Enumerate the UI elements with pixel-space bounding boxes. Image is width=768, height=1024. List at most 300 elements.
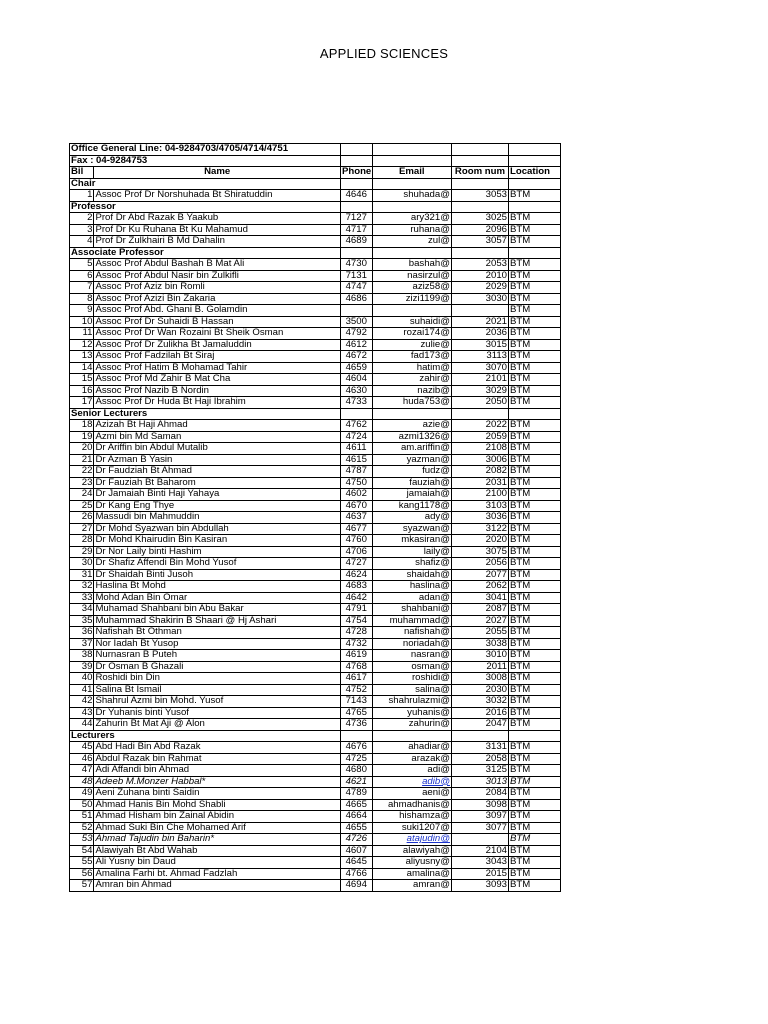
row-number: 36 xyxy=(70,627,94,639)
email-address: suki1207@ xyxy=(372,822,451,834)
phone-extension: 4736 xyxy=(340,719,372,731)
header-phone: Phone xyxy=(341,166,372,178)
phone-extension: 4617 xyxy=(340,673,372,685)
table-row xyxy=(70,673,561,685)
staff-name: Dr Mohd Khairudin Bin Kasiran xyxy=(94,535,341,547)
room-number: 2053 xyxy=(451,259,508,271)
room-number: 3013 xyxy=(451,776,508,788)
table-row xyxy=(70,845,561,857)
email-address: zahurin@ xyxy=(372,719,451,731)
row-number: 26 xyxy=(70,512,94,524)
room-number: 3103 xyxy=(451,500,508,512)
room-number: 2104 xyxy=(451,845,508,857)
row-number: 48 xyxy=(70,776,94,788)
room-number: 3077 xyxy=(451,822,508,834)
email-address: zizi1199@ xyxy=(372,293,451,305)
location: BTM xyxy=(509,627,561,639)
section-title: Senior Lecturers xyxy=(70,408,341,420)
location: BTM xyxy=(509,615,561,627)
email-address: haslina@ xyxy=(372,581,451,593)
location: BTM xyxy=(509,822,561,834)
staff-name: Dr Kang Eng Thye xyxy=(94,500,341,512)
email-address: ary321@ xyxy=(372,213,451,225)
email-address: amran@ xyxy=(372,880,451,892)
email-address: fudz@ xyxy=(372,466,451,478)
phone-extension: 4604 xyxy=(340,374,372,386)
table-row xyxy=(70,546,561,558)
email-address: osman@ xyxy=(372,661,451,673)
staff-name: Azmi bin Md Saman xyxy=(94,431,341,443)
table-row xyxy=(70,684,561,696)
phone-extension: 7127 xyxy=(340,213,372,225)
phone-extension: 4624 xyxy=(340,569,372,581)
table-row xyxy=(70,834,561,846)
room-number: 3097 xyxy=(451,811,508,823)
staff-name: Salina Bt Ismail xyxy=(94,684,341,696)
room-number xyxy=(451,305,508,317)
staff-name: Dr Nor Laily binti Hashim xyxy=(94,546,341,558)
staff-name: Assoc Prof Abdul Bashah B Mat Ali xyxy=(94,259,341,271)
staff-name: Dr Shaidah Binti Jusoh xyxy=(94,569,341,581)
table-row xyxy=(70,569,561,581)
email-address: zahir@ xyxy=(372,374,451,386)
room-number: 2059 xyxy=(451,431,508,443)
email-address: shaidah@ xyxy=(372,569,451,581)
row-number: 47 xyxy=(70,765,94,777)
room-number: 2027 xyxy=(451,615,508,627)
room-number: 2101 xyxy=(451,374,508,386)
table-row xyxy=(70,362,561,374)
phone-extension: 4637 xyxy=(340,512,372,524)
room-number: 3038 xyxy=(451,638,508,650)
section-title: Professor xyxy=(70,201,341,213)
location: BTM xyxy=(509,397,561,409)
email-address: yuhanis@ xyxy=(372,707,451,719)
room-number: 3025 xyxy=(451,213,508,225)
row-number: 19 xyxy=(70,431,94,443)
table-row xyxy=(70,615,561,627)
table-row xyxy=(70,822,561,834)
room-number: 2096 xyxy=(451,224,508,236)
email-address: jamaiah@ xyxy=(372,489,451,501)
row-number: 12 xyxy=(70,339,94,351)
table-row xyxy=(70,638,561,650)
location: BTM xyxy=(509,282,561,294)
location: BTM xyxy=(509,535,561,547)
location: BTM xyxy=(509,316,561,328)
fax-row xyxy=(70,155,561,167)
email-address: adan@ xyxy=(372,592,451,604)
row-number: 1 xyxy=(70,190,94,202)
phone-extension: 4765 xyxy=(340,707,372,719)
row-number: 11 xyxy=(70,328,94,340)
staff-name: Assoc Prof Aziz bin Romli xyxy=(94,282,341,294)
email-link[interactable]: adib@ xyxy=(422,776,450,787)
room-number: 2047 xyxy=(451,719,508,731)
staff-name: Ali Yusny bin Daud xyxy=(94,857,341,869)
email-address: yazman@ xyxy=(372,454,451,466)
staff-name: Ahmad Hanis Bin Mohd Shabli xyxy=(94,799,341,811)
email-address: nasran@ xyxy=(372,650,451,662)
phone-extension: 4665 xyxy=(340,799,372,811)
table-row xyxy=(70,719,561,731)
table-row xyxy=(70,811,561,823)
location: BTM xyxy=(509,742,561,754)
table-row xyxy=(70,224,561,236)
location: BTM xyxy=(509,834,561,846)
row-number: 33 xyxy=(70,592,94,604)
row-number: 50 xyxy=(70,799,94,811)
section-title: Associate Professor xyxy=(70,247,341,259)
table-row xyxy=(70,650,561,662)
location: BTM xyxy=(509,224,561,236)
header-room: Room num xyxy=(451,167,508,179)
room-number xyxy=(451,834,508,846)
phone-extension: 4689 xyxy=(340,236,372,248)
room-number: 3029 xyxy=(451,385,508,397)
table-row xyxy=(70,523,561,535)
email-address: alawiyah@ xyxy=(372,845,451,857)
table-row xyxy=(70,696,561,708)
row-number: 7 xyxy=(70,282,94,294)
room-number: 3043 xyxy=(451,857,508,869)
room-number: 2058 xyxy=(451,753,508,765)
staff-name: Azizah Bt Haji Ahmad xyxy=(94,420,341,432)
room-number: 3057 xyxy=(451,236,508,248)
location: BTM xyxy=(509,696,561,708)
email-address: zulie@ xyxy=(372,339,451,351)
row-number: 45 xyxy=(70,742,94,754)
staff-name: Adeeb M.Monzer Habbal* xyxy=(94,776,341,788)
table-row xyxy=(70,431,561,443)
staff-name: Assoc Prof Abd. Ghani B. Golamdin xyxy=(94,305,341,317)
email-address: muhammad@ xyxy=(372,615,451,627)
room-number: 3075 xyxy=(451,546,508,558)
header-name: Name xyxy=(94,167,341,179)
email-address: syazwan@ xyxy=(372,523,451,535)
row-number: 32 xyxy=(70,581,94,593)
location: BTM xyxy=(509,512,561,524)
row-number: 25 xyxy=(70,500,94,512)
location: BTM xyxy=(509,190,561,202)
room-number: 2015 xyxy=(451,868,508,880)
staff-name: Nafishah Bt Othman xyxy=(94,627,341,639)
row-number: 24 xyxy=(70,489,94,501)
email-address: salina@ xyxy=(372,684,451,696)
phone-extension: 4725 xyxy=(340,753,372,765)
section-header-row xyxy=(70,408,561,420)
table-row xyxy=(70,753,561,765)
room-number: 2030 xyxy=(451,684,508,696)
staff-name: Muhamad Shahbani bin Abu Bakar xyxy=(94,604,341,616)
table-row xyxy=(70,466,561,478)
table-row xyxy=(70,776,561,788)
room-number: 2029 xyxy=(451,282,508,294)
room-number: 2036 xyxy=(451,328,508,340)
row-number: 13 xyxy=(70,351,94,363)
staff-name: Nurnasran B Puteh xyxy=(94,650,341,662)
location: BTM xyxy=(509,374,561,386)
email-address: ahadiar@ xyxy=(372,742,451,754)
row-number: 34 xyxy=(70,604,94,616)
staff-name: Dr Yuhanis binti Yusof xyxy=(94,707,341,719)
row-number: 40 xyxy=(70,673,94,685)
phone-extension: 4706 xyxy=(340,546,372,558)
table-row xyxy=(70,259,561,271)
row-number: 52 xyxy=(70,822,94,834)
phone-extension: 4760 xyxy=(340,535,372,547)
location: BTM xyxy=(509,500,561,512)
email-address: hatim@ xyxy=(372,362,451,374)
staff-name: Abd Hadi Bin Abd Razak xyxy=(94,742,341,754)
phone-extension: 4646 xyxy=(340,190,372,202)
room-number: 2011 xyxy=(451,661,508,673)
email-address: aliyusny@ xyxy=(372,857,451,869)
room-number: 3113 xyxy=(451,351,508,363)
table-row xyxy=(70,339,561,351)
location: BTM xyxy=(509,719,561,731)
row-number: 57 xyxy=(70,880,94,892)
phone-extension: 4677 xyxy=(340,523,372,535)
email-address: bashah@ xyxy=(372,259,451,271)
email-address: mkasiran@ xyxy=(372,535,451,547)
email-address: roshidi@ xyxy=(372,673,451,685)
section-header-row xyxy=(70,178,561,190)
staff-name: Mohd Adan Bin Omar xyxy=(94,592,341,604)
location: BTM xyxy=(509,293,561,305)
email-address: aziz58@ xyxy=(372,282,451,294)
room-number: 2084 xyxy=(451,788,508,800)
office-line-row xyxy=(70,144,561,156)
room-number: 2055 xyxy=(451,627,508,639)
section-title: Lecturers xyxy=(70,730,341,742)
room-number: 2010 xyxy=(451,270,508,282)
phone-extension: 4664 xyxy=(340,811,372,823)
row-number: 15 xyxy=(70,374,94,386)
staff-name: Ahmad Hisham bin Zainal Abidin xyxy=(94,811,341,823)
table-row xyxy=(70,535,561,547)
room-number: 3122 xyxy=(451,523,508,535)
row-number: 18 xyxy=(70,420,94,432)
email-address xyxy=(372,776,451,788)
room-number: 3070 xyxy=(451,362,508,374)
location: BTM xyxy=(509,581,561,593)
table-row xyxy=(70,604,561,616)
phone-extension: 4728 xyxy=(340,627,372,639)
section-title: Chair xyxy=(70,178,341,190)
table-row xyxy=(70,385,561,397)
phone-extension: 4733 xyxy=(340,397,372,409)
table-row xyxy=(70,742,561,754)
staff-name: Ahmad Suki Bin Che Mohamed Arif xyxy=(94,822,341,834)
room-number: 3041 xyxy=(451,592,508,604)
row-number: 6 xyxy=(70,270,94,282)
email-address: huda753@ xyxy=(372,397,451,409)
staff-name: Dr Azman B Yasin xyxy=(94,454,341,466)
table-row xyxy=(70,351,561,363)
table-row xyxy=(70,765,561,777)
phone-extension: 4791 xyxy=(340,604,372,616)
header-bil: Bil xyxy=(70,167,94,179)
room-number: 2021 xyxy=(451,316,508,328)
row-number: 41 xyxy=(70,684,94,696)
row-number: 5 xyxy=(70,259,94,271)
table-row xyxy=(70,512,561,524)
table-row xyxy=(70,799,561,811)
location: BTM xyxy=(509,236,561,248)
staff-name: Aeni Zuhana binti Saidin xyxy=(94,788,341,800)
email-address xyxy=(372,834,451,846)
location: BTM xyxy=(509,868,561,880)
row-number: 56 xyxy=(70,868,94,880)
phone-extension: 4732 xyxy=(340,638,372,650)
location: BTM xyxy=(509,569,561,581)
room-number: 3098 xyxy=(451,799,508,811)
fax-number: Fax : 04-9284753 xyxy=(70,155,341,167)
staff-name: Assoc Prof Md Zahir B Mat Cha xyxy=(94,374,341,386)
location: BTM xyxy=(509,753,561,765)
location: BTM xyxy=(509,523,561,535)
email-address: noriadah@ xyxy=(372,638,451,650)
staff-name: Assoc Prof Dr Huda Bt Haji Ibrahim xyxy=(94,397,341,409)
row-number: 10 xyxy=(70,316,94,328)
section-header-row xyxy=(70,201,561,213)
row-number: 2 xyxy=(70,213,94,225)
row-number: 9 xyxy=(70,305,94,317)
location: BTM xyxy=(509,489,561,501)
staff-name: Shahrul Azmi bin Mohd. Yusof xyxy=(94,696,341,708)
room-number: 2056 xyxy=(451,558,508,570)
row-number: 29 xyxy=(70,546,94,558)
table-row xyxy=(70,420,561,432)
row-number: 22 xyxy=(70,466,94,478)
location: BTM xyxy=(509,707,561,719)
room-number: 2062 xyxy=(451,581,508,593)
room-number: 2031 xyxy=(451,477,508,489)
row-number: 23 xyxy=(70,477,94,489)
row-number: 3 xyxy=(70,224,94,236)
staff-name: Dr Faudziah Bt Ahmad xyxy=(94,466,341,478)
table-row xyxy=(70,190,561,202)
room-number: 3010 xyxy=(451,650,508,662)
email-link[interactable]: atajudin@ xyxy=(406,833,450,845)
staff-name: Assoc Prof Nazib B Nordin xyxy=(94,385,341,397)
row-number: 8 xyxy=(70,293,94,305)
table-row xyxy=(70,857,561,869)
table-row xyxy=(70,489,561,501)
table-row xyxy=(70,328,561,340)
room-number: 3030 xyxy=(451,293,508,305)
location: BTM xyxy=(509,880,561,892)
location: BTM xyxy=(509,673,561,685)
staff-name: Amran bin Ahmad xyxy=(94,880,341,892)
row-number: 44 xyxy=(70,719,94,731)
staff-name: Alawiyah Bt Abd Wahab xyxy=(94,845,341,857)
room-number: 3053 xyxy=(451,190,508,202)
row-number: 27 xyxy=(70,523,94,535)
staff-name: Haslina Bt Mohd xyxy=(94,581,341,593)
phone-extension: 4611 xyxy=(340,443,372,455)
row-number: 54 xyxy=(70,845,94,857)
table-row xyxy=(70,788,561,800)
phone-extension: 4686 xyxy=(340,293,372,305)
room-number: 3093 xyxy=(451,880,508,892)
phone-extension: 4730 xyxy=(340,259,372,271)
table-row xyxy=(70,707,561,719)
table-row xyxy=(70,236,561,248)
location: BTM xyxy=(509,431,561,443)
table-row xyxy=(70,500,561,512)
phone-extension: 4680 xyxy=(340,765,372,777)
email-address xyxy=(372,305,451,317)
room-number: 3032 xyxy=(451,696,508,708)
phone-extension: 4655 xyxy=(340,822,372,834)
room-number: 2020 xyxy=(451,535,508,547)
row-number: 20 xyxy=(70,443,94,455)
email-address: zul@ xyxy=(372,236,451,248)
email-address: azie@ xyxy=(372,420,451,432)
location: BTM xyxy=(509,477,561,489)
row-number: 39 xyxy=(70,661,94,673)
staff-name: Adi Affandi bin Ahmad xyxy=(94,765,341,777)
phone-extension: 4615 xyxy=(340,454,372,466)
room-number: 3125 xyxy=(451,765,508,777)
staff-name: Assoc Prof Dr Suhaidi B Hassan xyxy=(94,316,341,328)
phone-extension: 4727 xyxy=(340,558,372,570)
phone-extension: 4670 xyxy=(340,500,372,512)
staff-name: Assoc Prof Dr Wan Rozaini Bt Sheik Osman xyxy=(94,328,341,340)
row-number: 14 xyxy=(70,362,94,374)
table-row xyxy=(70,868,561,880)
table-row xyxy=(70,477,561,489)
email-address: azmi1326@ xyxy=(372,431,451,443)
row-number: 30 xyxy=(70,558,94,570)
table-row xyxy=(70,661,561,673)
phone-extension: 4676 xyxy=(340,742,372,754)
table-row xyxy=(70,880,561,892)
room-number: 3015 xyxy=(451,339,508,351)
office-general-line: Office General Line: 04-9284703/4705/4714/4751 xyxy=(70,144,341,156)
room-number: 3131 xyxy=(451,742,508,754)
table-row xyxy=(70,293,561,305)
location: BTM xyxy=(509,776,561,788)
row-number: 31 xyxy=(70,569,94,581)
row-number: 46 xyxy=(70,753,94,765)
table-row xyxy=(70,627,561,639)
row-number: 38 xyxy=(70,650,94,662)
staff-name: Assoc Prof Azizi Bin Zakaria xyxy=(94,293,341,305)
header-email: Email xyxy=(372,167,451,179)
table-row xyxy=(70,454,561,466)
phone-extension xyxy=(340,305,372,317)
phone-extension: 4630 xyxy=(340,385,372,397)
table-row xyxy=(70,397,561,409)
staff-name: Assoc Prof Dr Norshuhada Bt Shiratuddin xyxy=(94,190,341,202)
location: BTM xyxy=(509,661,561,673)
location: BTM xyxy=(509,259,561,271)
table-row xyxy=(70,374,561,386)
location: BTM xyxy=(509,454,561,466)
email-address: ahmadhanis@ xyxy=(372,799,451,811)
row-number: 16 xyxy=(70,385,94,397)
phone-extension: 4607 xyxy=(340,845,372,857)
table-row xyxy=(70,592,561,604)
phone-extension: 4694 xyxy=(340,880,372,892)
email-address: rozai174@ xyxy=(372,328,451,340)
email-address: nafishah@ xyxy=(372,627,451,639)
location: BTM xyxy=(509,592,561,604)
section-header-row xyxy=(70,730,561,742)
